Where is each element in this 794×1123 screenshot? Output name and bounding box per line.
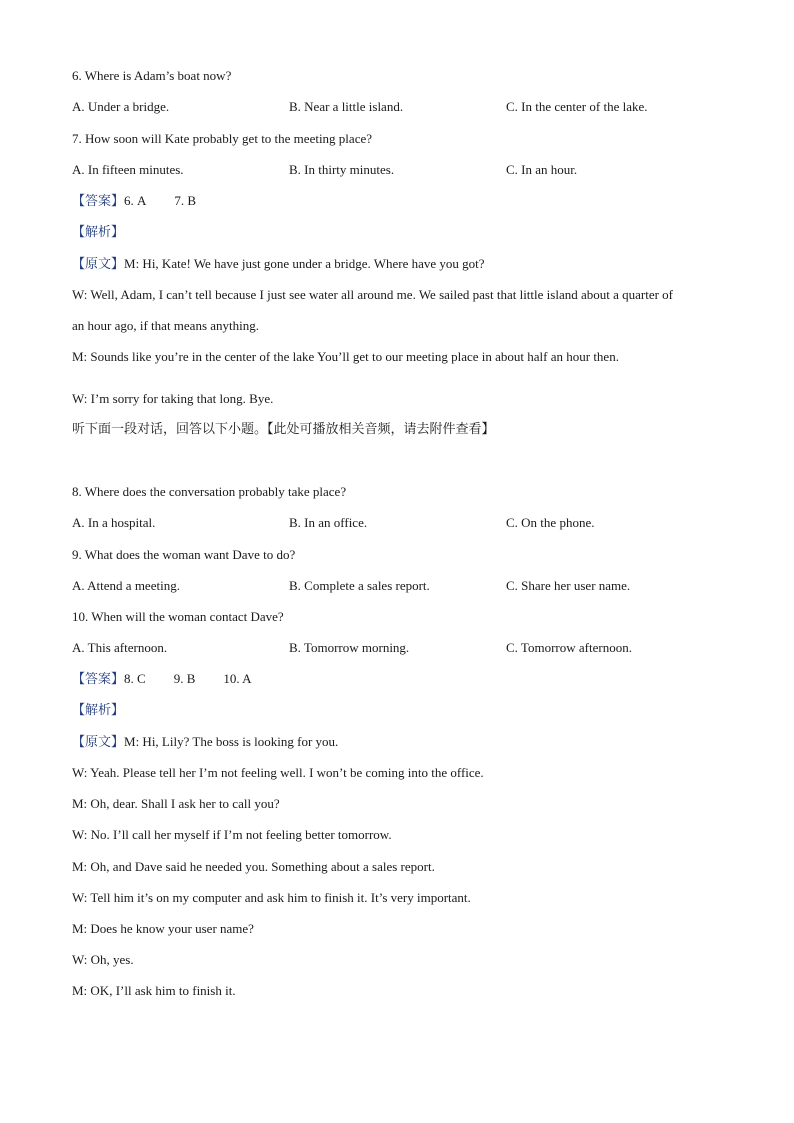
question-9: 9. What does the woman want Dave to do?: [72, 547, 296, 562]
q9-option-b: B. Complete a sales report.: [289, 578, 430, 593]
transcript-2-line-6: W: Tell him it’s on my computer and ask him to finish it. It’s very important.: [72, 890, 471, 905]
q8-option-a: A. In a hospital.: [72, 515, 156, 530]
answer-label: 【答案】: [72, 672, 125, 687]
analysis-heading-1: [72, 224, 124, 241]
transcript-2-line-4: W: No. I’ll call her myself if I’m not feeling better tomorrow.: [72, 827, 392, 842]
answer-line-2: [72, 671, 252, 688]
answer-10: 10. A: [223, 671, 252, 686]
q7-option-b: B. In thirty minutes.: [289, 162, 395, 177]
listening-instruction: 听下面一段对话，回答以下小题。【此处可播放相关音频，请去附件查看】: [72, 422, 495, 437]
transcript-1-line-5: W: I’m sorry for taking that long. Bye.: [72, 391, 274, 406]
analysis-label: 【解析】: [72, 225, 125, 240]
transcript-1-line-2: W: Well, Adam, I can’t tell because I just see water all around me. We sailed past that little island about a quarter of: [72, 287, 674, 302]
q6-option-a: A. Under a bridge.: [72, 99, 170, 114]
q9-option-c: C. Share her user name.: [506, 578, 631, 593]
transcript-2-line-1: [72, 734, 338, 751]
q10-option-a: A. This afternoon.: [72, 640, 168, 655]
q7-option-c: C. In an hour.: [506, 162, 578, 177]
transcript-2-line-8: W: Oh, yes.: [72, 952, 134, 967]
answer-7: 7. B: [174, 193, 197, 208]
question-10: 10. When will the woman contact Dave?: [72, 609, 284, 624]
q10-option-b: B. Tomorrow morning.: [289, 640, 410, 655]
transcript-2-line-3: M: Oh, dear. Shall I ask her to call you?: [72, 796, 280, 811]
answer-label: 【答案】: [72, 194, 125, 209]
transcript-1-line-1: [72, 256, 485, 273]
transcript-2-line-7: M: Does he know your user name?: [72, 921, 254, 936]
original-label: 【原文】: [72, 735, 125, 750]
answer-9: 9. B: [173, 671, 196, 686]
q6-option-c: C. In the center of the lake.: [506, 99, 648, 114]
transcript-1-line-4: M: Sounds like you’re in the center of the lake You’ll get to our meeting place in about half an hour then.: [72, 349, 619, 364]
transcript-1-line-3: an hour ago, if that means anything.: [72, 318, 260, 333]
original-label: 【原文】: [72, 257, 125, 272]
transcript-text: M: Hi, Kate! We have just gone under a bridge. Where have you got?: [124, 256, 485, 271]
question-8: 8. Where does the conversation probably take place?: [72, 484, 347, 499]
answer-6: 6. A: [124, 193, 147, 208]
question-6: 6. Where is Adam’s boat now?: [72, 68, 232, 83]
transcript-2-line-2: W: Yeah. Please tell her I’m not feeling well. I won’t be coming into the office.: [72, 765, 484, 780]
q6-option-b: B. Near a little island.: [289, 99, 404, 114]
transcript-2-line-9: M: OK, I’ll ask him to finish it.: [72, 983, 236, 998]
analysis-label: 【解析】: [72, 703, 125, 718]
q10-option-c: C. Tomorrow afternoon.: [506, 640, 632, 655]
q8-option-b: B. In an office.: [289, 515, 368, 530]
transcript-text: M: Hi, Lily? The boss is looking for you.: [124, 734, 339, 749]
question-7: 7. How soon will Kate probably get to the meeting place?: [72, 131, 373, 146]
transcript-2-line-5: M: Oh, and Dave said he needed you. Something about a sales report.: [72, 859, 435, 874]
answer-8: 8. C: [124, 671, 146, 686]
q9-option-a: A. Attend a meeting.: [72, 578, 180, 593]
analysis-heading-2: [72, 702, 124, 719]
answer-line-1: [72, 193, 196, 210]
q7-option-a: A. In fifteen minutes.: [72, 162, 184, 177]
q8-option-c: C. On the phone.: [506, 515, 595, 530]
